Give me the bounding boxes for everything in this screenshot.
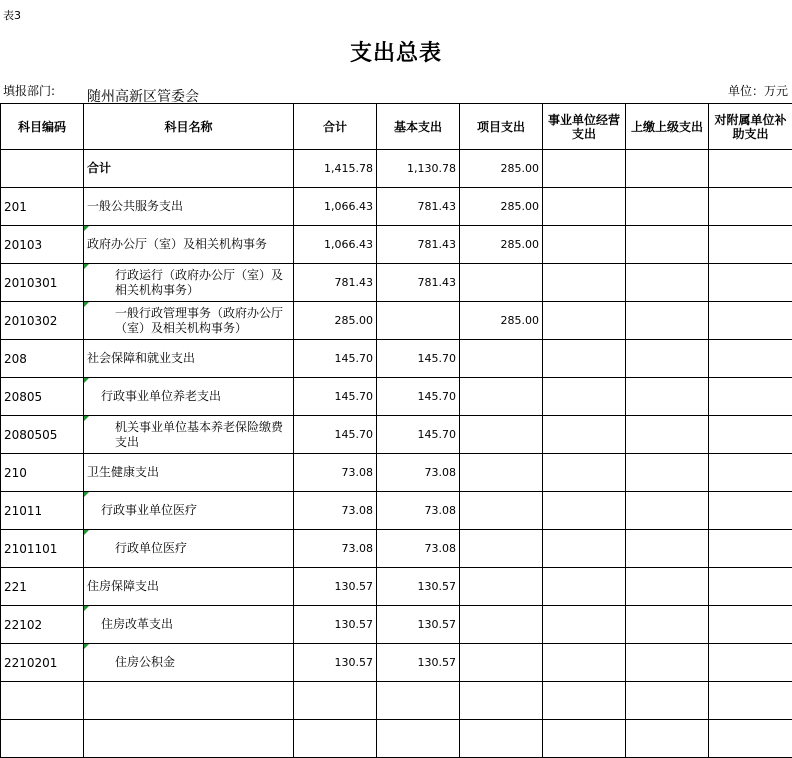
row-code — [1, 720, 84, 758]
header-total: 合计 — [294, 104, 377, 150]
table-row — [1, 682, 792, 720]
cell-marker-icon — [84, 492, 89, 497]
row-name — [84, 416, 294, 454]
cell-marker-icon — [84, 606, 89, 611]
cell-marker-icon — [84, 416, 89, 421]
row-basic — [377, 720, 460, 758]
row-code-text: 2080505 — [4, 427, 58, 442]
row-project — [460, 302, 543, 340]
row-basic — [377, 226, 460, 264]
row-basic — [377, 340, 460, 378]
row-basic — [377, 264, 460, 302]
row-total — [294, 378, 377, 416]
table-row — [1, 340, 792, 378]
row-project — [460, 188, 543, 226]
row-name-text: 行政事业单位医疗 — [101, 503, 198, 517]
row-subsidy — [709, 264, 792, 302]
row-basic-text: 130.57 — [417, 580, 456, 593]
table-row — [1, 644, 792, 682]
row-name — [84, 264, 294, 302]
row-total — [294, 340, 377, 378]
row-basic — [377, 302, 460, 340]
table-row — [1, 378, 792, 416]
row-superior — [626, 492, 709, 530]
row-name-text: 一般行政管理事务（政府办公厅（室）及相关机构事务） — [115, 305, 284, 335]
row-total — [294, 264, 377, 302]
header-code: 科目编码 — [1, 104, 84, 150]
cell-marker-icon — [84, 226, 89, 231]
row-code-text: 201 — [4, 199, 27, 214]
row-total — [294, 150, 377, 188]
row-code-text: 208 — [4, 351, 27, 366]
row-project — [460, 340, 543, 378]
row-name-text: 住房改革支出 — [101, 617, 174, 631]
row-code-text: 221 — [4, 579, 27, 594]
row-total — [294, 188, 377, 226]
row-business — [543, 492, 626, 530]
row-business — [543, 226, 626, 264]
table-row — [1, 416, 792, 454]
row-total — [294, 682, 377, 720]
row-business — [543, 644, 626, 682]
row-subsidy — [709, 568, 792, 606]
row-business — [543, 302, 626, 340]
row-name-text: 行政单位医疗 — [115, 541, 188, 555]
row-business — [543, 150, 626, 188]
row-total — [294, 606, 377, 644]
row-basic — [377, 568, 460, 606]
row-superior — [626, 416, 709, 454]
row-name-text: 合计 — [87, 161, 112, 175]
row-business — [543, 530, 626, 568]
row-basic-text: 1,130.78 — [407, 162, 456, 175]
row-total — [294, 226, 377, 264]
row-total-text: 130.57 — [334, 618, 373, 631]
cell-marker-icon — [84, 530, 89, 535]
row-basic-text: 781.43 — [417, 238, 456, 251]
row-superior — [626, 302, 709, 340]
row-basic-text: 130.57 — [417, 618, 456, 631]
row-superior — [626, 644, 709, 682]
table-row — [1, 226, 792, 264]
row-name — [84, 492, 294, 530]
header-business: 事业单位经营支出 — [543, 104, 626, 150]
table-row — [1, 454, 792, 492]
page-title: 支出总表 — [349, 41, 442, 66]
row-subsidy — [709, 682, 792, 720]
row-name — [84, 682, 294, 720]
table-row — [1, 606, 792, 644]
row-name — [84, 606, 294, 644]
row-superior — [626, 378, 709, 416]
row-project — [460, 492, 543, 530]
row-total-text: 285.00 — [334, 314, 373, 327]
row-total-text: 145.70 — [334, 352, 373, 365]
row-code — [1, 568, 84, 606]
row-total — [294, 568, 377, 606]
header-project: 项目支出 — [460, 104, 543, 150]
row-code — [1, 530, 84, 568]
row-code-text: 2210201 — [4, 655, 58, 670]
table-row — [1, 188, 792, 226]
row-project — [460, 682, 543, 720]
row-total-text: 130.57 — [334, 580, 373, 593]
row-code — [1, 606, 84, 644]
row-code — [1, 454, 84, 492]
cell-marker-icon — [84, 264, 89, 269]
row-project — [460, 416, 543, 454]
row-project-text: 285.00 — [500, 238, 539, 251]
row-project — [460, 226, 543, 264]
row-project — [460, 378, 543, 416]
header-basic: 基本支出 — [377, 104, 460, 150]
table-row — [1, 302, 792, 340]
row-business — [543, 720, 626, 758]
row-total-text: 73.08 — [341, 466, 373, 479]
row-subsidy — [709, 340, 792, 378]
cell-marker-icon — [84, 302, 89, 307]
row-name-text: 卫生健康支出 — [87, 465, 160, 479]
row-basic — [377, 378, 460, 416]
row-superior — [626, 226, 709, 264]
row-basic-text: 781.43 — [417, 276, 456, 289]
row-code — [1, 226, 84, 264]
row-business — [543, 568, 626, 606]
table-row — [1, 150, 792, 188]
row-subsidy — [709, 644, 792, 682]
row-basic-text: 73.08 — [424, 542, 456, 555]
row-basic — [377, 416, 460, 454]
row-code — [1, 644, 84, 682]
row-superior — [626, 568, 709, 606]
row-superior — [626, 720, 709, 758]
row-project-text: 285.00 — [500, 162, 539, 175]
row-superior — [626, 150, 709, 188]
row-business — [543, 454, 626, 492]
unit-label: 单位：万元 — [727, 84, 788, 98]
row-basic — [377, 150, 460, 188]
row-basic-text: 73.08 — [424, 466, 456, 479]
row-code — [1, 492, 84, 530]
row-total-text: 130.57 — [334, 656, 373, 669]
row-superior — [626, 682, 709, 720]
row-total-text: 73.08 — [341, 542, 373, 555]
expenditure-table — [0, 103, 792, 758]
row-total — [294, 492, 377, 530]
row-subsidy — [709, 226, 792, 264]
row-name-text: 政府办公厅（室）及相关机构事务 — [87, 237, 268, 251]
row-business — [543, 264, 626, 302]
row-project — [460, 150, 543, 188]
row-basic — [377, 530, 460, 568]
row-project — [460, 530, 543, 568]
table-row — [1, 530, 792, 568]
row-basic-text: 145.70 — [417, 352, 456, 365]
row-code — [1, 302, 84, 340]
row-name-text: 行政事业单位养老支出 — [101, 389, 222, 403]
row-total-text: 73.08 — [341, 504, 373, 517]
row-basic — [377, 644, 460, 682]
row-total — [294, 720, 377, 758]
table-row — [1, 492, 792, 530]
row-code — [1, 188, 84, 226]
row-name — [84, 340, 294, 378]
row-total-text: 1,415.78 — [324, 162, 373, 175]
row-business — [543, 378, 626, 416]
fill-department-label: 填报部门: — [3, 84, 56, 98]
row-basic-text: 145.70 — [417, 390, 456, 403]
department-name: 随州高新区管委会 — [87, 89, 199, 105]
row-code-text: 22102 — [4, 617, 43, 632]
row-code-text: 2010302 — [4, 313, 58, 328]
row-name — [84, 378, 294, 416]
row-name — [84, 188, 294, 226]
row-basic-text: 130.57 — [417, 656, 456, 669]
row-name — [84, 226, 294, 264]
row-business — [543, 188, 626, 226]
row-superior — [626, 530, 709, 568]
row-subsidy — [709, 188, 792, 226]
row-subsidy — [709, 530, 792, 568]
row-project-text: 285.00 — [500, 200, 539, 213]
row-subsidy — [709, 302, 792, 340]
row-superior — [626, 264, 709, 302]
row-business — [543, 340, 626, 378]
row-total — [294, 416, 377, 454]
row-total-text: 1,066.43 — [324, 238, 373, 251]
row-code-text: 20103 — [4, 237, 43, 252]
table-row — [1, 568, 792, 606]
row-business — [543, 682, 626, 720]
row-project — [460, 644, 543, 682]
row-name-text: 住房公积金 — [115, 655, 176, 669]
row-basic — [377, 188, 460, 226]
row-basic-text: 145.70 — [417, 428, 456, 441]
table-row — [1, 264, 792, 302]
row-subsidy — [709, 492, 792, 530]
row-code — [1, 264, 84, 302]
row-code — [1, 340, 84, 378]
row-subsidy — [709, 454, 792, 492]
row-total — [294, 530, 377, 568]
row-total-text: 781.43 — [334, 276, 373, 289]
row-code-text: 2010301 — [4, 275, 58, 290]
row-basic — [377, 606, 460, 644]
row-basic-text: 73.08 — [424, 504, 456, 517]
row-name — [84, 644, 294, 682]
row-total — [294, 302, 377, 340]
header-subsidy: 对附属单位补助支出 — [709, 104, 792, 150]
row-project — [460, 568, 543, 606]
row-code — [1, 150, 84, 188]
row-total-text: 145.70 — [334, 428, 373, 441]
row-subsidy — [709, 720, 792, 758]
row-basic-text: 781.43 — [417, 200, 456, 213]
row-total-text: 1,066.43 — [324, 200, 373, 213]
table-row — [1, 720, 792, 758]
row-project — [460, 264, 543, 302]
row-name — [84, 720, 294, 758]
header-superior: 上缴上级支出 — [626, 104, 709, 150]
row-code — [1, 416, 84, 454]
table-number: 表3 — [3, 9, 21, 22]
row-code-text: 2101101 — [4, 541, 58, 556]
row-code-text: 21011 — [4, 503, 43, 518]
row-business — [543, 416, 626, 454]
row-project — [460, 454, 543, 492]
row-total — [294, 454, 377, 492]
row-project — [460, 720, 543, 758]
row-project — [460, 606, 543, 644]
row-superior — [626, 340, 709, 378]
row-name-text: 行政运行（政府办公厅（室）及相关机构事务） — [115, 267, 284, 297]
row-name-text: 住房保障支出 — [87, 579, 160, 593]
cell-marker-icon — [84, 378, 89, 383]
row-name-text: 一般公共服务支出 — [87, 199, 184, 213]
row-project-text: 285.00 — [500, 314, 539, 327]
row-code-text: 210 — [4, 465, 27, 480]
row-superior — [626, 188, 709, 226]
row-code — [1, 682, 84, 720]
row-name — [84, 530, 294, 568]
row-code — [1, 378, 84, 416]
row-basic — [377, 682, 460, 720]
cell-marker-icon — [84, 644, 89, 649]
row-basic — [377, 492, 460, 530]
row-total-text: 145.70 — [334, 390, 373, 403]
header-name: 科目名称 — [84, 104, 294, 150]
row-name — [84, 150, 294, 188]
row-subsidy — [709, 378, 792, 416]
row-name — [84, 568, 294, 606]
row-name-text: 社会保障和就业支出 — [87, 351, 196, 365]
header-row — [1, 104, 792, 150]
row-superior — [626, 454, 709, 492]
row-name — [84, 454, 294, 492]
row-basic — [377, 454, 460, 492]
row-total — [294, 644, 377, 682]
row-superior — [626, 606, 709, 644]
row-name-text: 机关事业单位基本养老保险缴费支出 — [115, 419, 284, 449]
row-subsidy — [709, 416, 792, 454]
row-business — [543, 606, 626, 644]
row-subsidy — [709, 150, 792, 188]
row-name — [84, 302, 294, 340]
row-subsidy — [709, 606, 792, 644]
row-code-text: 20805 — [4, 389, 43, 404]
